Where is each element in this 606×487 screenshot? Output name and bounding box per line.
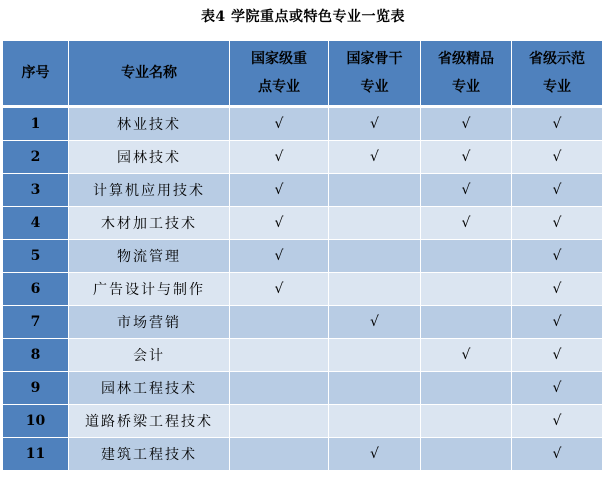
provincial-model-mark: √: [512, 240, 603, 273]
table-row: [3, 207, 603, 240]
major-name: 园林工程技术: [69, 372, 230, 405]
header-seq: 序号: [3, 41, 69, 107]
provincial-model-mark: √: [512, 174, 603, 207]
national-backbone-mark: √: [329, 107, 421, 141]
national-key-mark: √: [230, 273, 329, 306]
table-row: [3, 405, 603, 438]
header-provincial-model-line2: 专业: [543, 79, 571, 95]
provincial-model-mark: √: [512, 107, 603, 141]
provincial-quality-mark: [421, 438, 512, 471]
provincial-model-mark: √: [512, 273, 603, 306]
table-row: [3, 273, 603, 306]
row-number: 6: [3, 273, 69, 306]
major-name: 林业技术: [69, 107, 230, 141]
provincial-model-mark: √: [512, 339, 603, 372]
row-number: 5: [3, 240, 69, 273]
provincial-quality-mark: [421, 372, 512, 405]
national-key-mark: [230, 339, 329, 372]
national-key-mark: [230, 372, 329, 405]
table-row: [3, 240, 603, 273]
header-provincial-quality-line2: 专业: [452, 79, 480, 95]
row-number: 11: [3, 438, 69, 471]
provincial-quality-mark: √: [421, 207, 512, 240]
header-provincial-model: [512, 41, 603, 107]
provincial-quality-mark: [421, 273, 512, 306]
major-name: 市场营销: [69, 306, 230, 339]
row-number: 8: [3, 339, 69, 372]
national-key-mark: [230, 405, 329, 438]
provincial-quality-mark: [421, 405, 512, 438]
header-provincial-quality: [421, 41, 512, 107]
major-name: 计算机应用技术: [69, 174, 230, 207]
row-number: 10: [3, 405, 69, 438]
provincial-model-mark: √: [512, 141, 603, 174]
provincial-quality-mark: √: [421, 141, 512, 174]
provincial-model-mark: √: [512, 405, 603, 438]
table-row: [3, 107, 603, 141]
national-backbone-mark: [329, 174, 421, 207]
major-name: 道路桥梁工程技术: [69, 405, 230, 438]
row-number: 4: [3, 207, 69, 240]
national-backbone-mark: √: [329, 438, 421, 471]
row-number: 2: [3, 141, 69, 174]
provincial-quality-mark: [421, 306, 512, 339]
header-national-backbone-line2: 专业: [360, 79, 389, 95]
national-key-mark: √: [230, 207, 329, 240]
row-number: 9: [3, 372, 69, 405]
header-provincial-quality-line1: 省级精品: [438, 51, 494, 67]
table-row: [3, 174, 603, 207]
row-number: 7: [3, 306, 69, 339]
table-row: [3, 141, 603, 174]
provincial-quality-mark: √: [421, 339, 512, 372]
national-backbone-mark: √: [329, 141, 421, 174]
provincial-quality-mark: √: [421, 107, 512, 141]
national-backbone-mark: [329, 339, 421, 372]
header-major-name: 专业名称: [69, 41, 230, 107]
major-name: 园林技术: [69, 141, 230, 174]
row-number: 3: [3, 174, 69, 207]
provincial-model-mark: √: [512, 207, 603, 240]
national-key-mark: √: [230, 107, 329, 141]
header-national-key-line2: 点专业: [258, 79, 300, 95]
national-backbone-mark: [329, 240, 421, 273]
header-national-backbone-line1: 国家骨干: [346, 51, 403, 67]
provincial-quality-mark: √: [421, 174, 512, 207]
row-number: 1: [3, 107, 69, 141]
table-row: [3, 339, 603, 372]
provincial-model-mark: √: [512, 372, 603, 405]
national-backbone-mark: [329, 372, 421, 405]
major-name: 物流管理: [69, 240, 230, 273]
table-row: [3, 372, 603, 405]
national-backbone-mark: [329, 273, 421, 306]
national-key-mark: √: [230, 141, 329, 174]
header-provincial-model-line1: 省级示范: [529, 51, 585, 67]
header-national-key-line1: 国家级重: [251, 51, 307, 67]
national-key-mark: [230, 306, 329, 339]
majors-table: [2, 40, 603, 471]
major-name: 建筑工程技术: [69, 438, 230, 471]
national-key-mark: [230, 438, 329, 471]
national-backbone-mark: √: [329, 306, 421, 339]
header-row: [3, 41, 603, 107]
provincial-model-mark: √: [512, 306, 603, 339]
national-key-mark: √: [230, 174, 329, 207]
header-national-backbone: [329, 41, 421, 107]
major-name: 木材加工技术: [69, 207, 230, 240]
national-backbone-mark: [329, 207, 421, 240]
national-key-mark: √: [230, 240, 329, 273]
provincial-model-mark: √: [512, 438, 603, 471]
provincial-quality-mark: [421, 240, 512, 273]
national-backbone-mark: [329, 405, 421, 438]
table-row: [3, 306, 603, 339]
table-row: [3, 438, 603, 471]
major-name: 会计: [69, 339, 230, 372]
table-title: 表4 学院重点或特色专业一览表: [200, 9, 406, 25]
major-name: 广告设计与制作: [69, 273, 230, 306]
header-national-key: [230, 41, 329, 107]
